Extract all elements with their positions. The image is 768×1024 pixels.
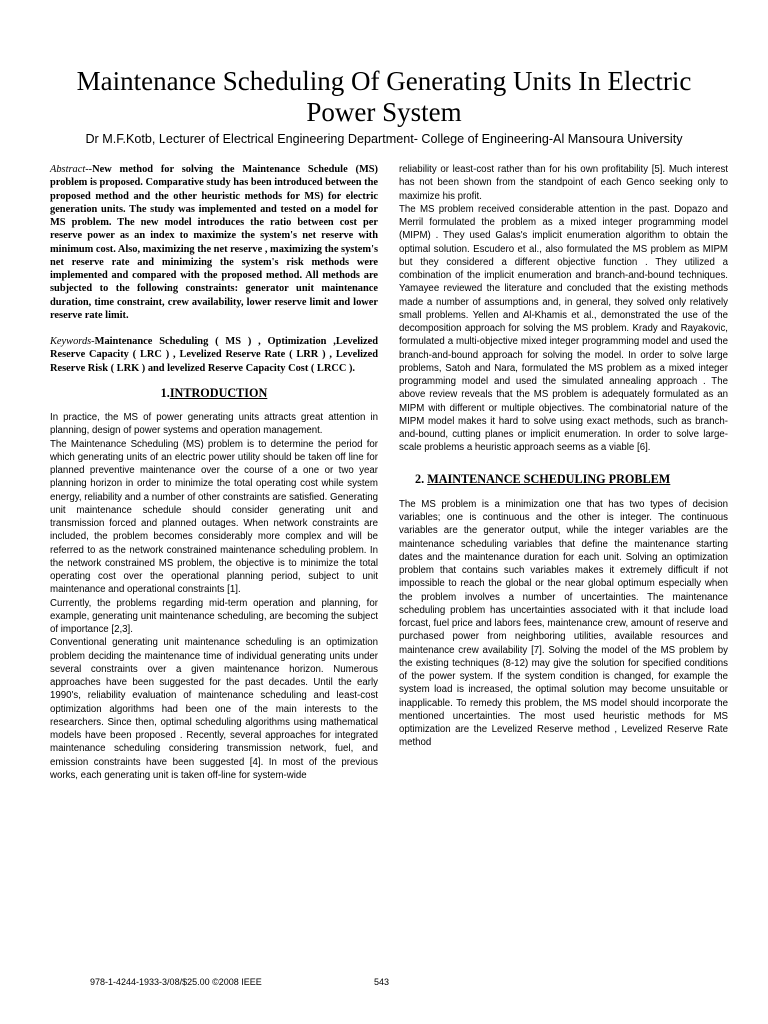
section1-title: INTRODUCTION [169, 385, 268, 400]
footer-page-number: 543 [374, 977, 390, 987]
author-line: Dr M.F.Kotb, Lecturer of Electrical Engineering Department- College of Engineering-Al Mansoura University [85, 132, 683, 146]
right-column [399, 163, 728, 750]
right-paragraph: reliability or least-cost rather than for his own profitability [5]. Much interest has not been shown from the standpoint of each Genco seeking only to maximize his profit. [399, 164, 728, 202]
section2-number: 2. [415, 471, 425, 486]
keywords [50, 335, 378, 375]
section1-body [50, 411, 378, 782]
section1-paragraph: The Maintenance Scheduling (MS) problem is to determine the period for which generating units of an electric power utility should be taken off line for planned preventive maintenance over the course of a one or two year planning horizon in order to minimize the total operating cost while system energy, reliability and a number of other constraints are satisfied. Generating unit maintenance schedule should consider generating unit and transmission forced and planned outages. When network constraints are included, the problem becomes considerably more complex and will be referred to as the network constrained maintenance scheduling problem. In the network constrained MS problem, the objective is to minimize the total operating cost over the operational planning period, subject to unit maintenance and operational constraints [1]. [50, 438, 378, 596]
section1-paragraph: In practice, the MS of power generating units attracts great attention in planning, design of power systems and operation management. [50, 412, 378, 437]
abstract [50, 163, 378, 322]
left-column [50, 163, 378, 782]
section1-number: 1. [160, 385, 170, 400]
section2-body [399, 498, 728, 750]
keywords-lead: Keywords- [50, 336, 95, 347]
section2-title: MAINTENANCE SCHEDULING PROBLEM [427, 471, 671, 486]
right-paragraph: The MS problem received considerable attention in the past. Dopazo and Merril formulated the problem as a mixed integer programming model (MIPM) . They used Galas's implicit enumeration algorithm to obtain the optimal solution. Escudero et al., also formulated the MS problem as MIPM but they considered a different objective function . They utilized a combination of the implicit enumeration and branch-and-bound techniques. Yamayee reviewed the literature and concluded that the existing methods made a number of assumptions and, in general, they solved only relatively small problems. Yellen and Al-Khamis et al., demonstrated the use of the decomposition approach for solving the MS problem. Krady and Rayakovic, formulated a multi-objective mixed integer programming model and used the branch-and-bound approach for solving the model. In order to solve large problems, Satoh and Nara, formulated the MS problem as a mixed integer programming model and used the simulated annealing approach . The above review reveals that the MS problem is adequately formulated as an MIPM with different or multiple objectives. The combinatorial nature of the MIPM model makes it hard to solve using exact methods, such as branch-and-bound, cutting planes or implicit enumeration. In order to solve large-scale problems a heuristic approach seems as a viable [6]. [399, 203, 728, 454]
section1-paragraph: Conventional generating unit maintenance scheduling is an optimization problem deciding the maintenance time of individual generating units under several constraints over a given maintenance horizon. Numerous approaches have been suggested for the past decades. Until the early 1990's, reliability evaluation of maintenance scheduling and least-cost optimization algorithms had been one of the main interests to the researchers. Since then, optimal scheduling algorithms using mathematical models have been proposed . Recently, several approaches for integrated maintenance scheduling considering transmission network, fuel, and emission constraints have been suggested [4]. In most of the previous works, each generating unit is taken off-line for system-wide [50, 637, 378, 781]
section1-heading [50, 387, 378, 400]
paper-title: Maintenance Scheduling Of Generating Units In Electric Power System [76, 66, 692, 127]
footer-isbn: 978-1-4244-1933-3/08/$25.00 ©2008 IEEE [90, 977, 262, 987]
keywords-text: Maintenance Scheduling ( MS ) , Optimization ,Levelized Reserve Capacity ( LRC ) , Levelized Reserve Rate ( LRR ) , Levelized Reserve Risk ( LRK ) and levelized Reserve Capacity Cost ( LRCC ). [50, 336, 378, 374]
section2-heading [399, 473, 728, 486]
section2-paragraph: The MS problem is a minimization one that has two types of decision variables; one is continuous and the other is integer. The continuous variables are the generator output, while the integer variables are the maintenance scheduling variables that define the maintenance starting dates and the maintenance duration for each unit. Solving an optimization problem that contains such variables makes it extremely difficult if not impossible to reach the global or the near global optimum especially when the problem involves a number of uncertainties. The maintenance scheduling problem has uncertainties associated with it that include load forcast, fuel price and labors fees, maintenance crew, amount of reserve and purchased power from neighboring utilities, available resources and maintenance crew availability [7]. Solving the model of the MS problem by the existing techniques (8-12) may give the solution for specified conditions of the power system. If the system condition is changed, for example the system load is increased, the optimal solution may become unsuitable or inapplicable. To remedy this problem, the MS model should incorporate the mentioned uncertainties. The most used heuristic methods for MS optimization are the Levelized Reserve method , Levelized Reserve Rate method [399, 498, 728, 749]
right-column-intro [399, 163, 728, 455]
section1-paragraph: Currently, the problems regarding mid-term operation and planning, for example, generating unit maintenance scheduling, are becoming the subject of importance [2,3]. [50, 597, 378, 635]
abstract-text: New method for solving the Maintenance Schedule (MS) problem is proposed. Comparative study has been introduced between the proposed method and the other heuristic methods for MS) for electric generation units. The study was implemented and tested on a model for MS problem. The new model introduces the ratio between cost per reserve power as an index to maximize the system's net reserve with minimum cost. Also, maximizing the net reserve , maximizing the system's net reserve rate and minimizing the system's risk methods were implemented and compared with the proposed method. All methods are subjected to the following constraints: generator unit maintenance duration, time constraint, crew availability, lower reserve limit and lower reserve rate limit. [50, 164, 378, 321]
abstract-lead: Abstract-- [50, 164, 93, 175]
